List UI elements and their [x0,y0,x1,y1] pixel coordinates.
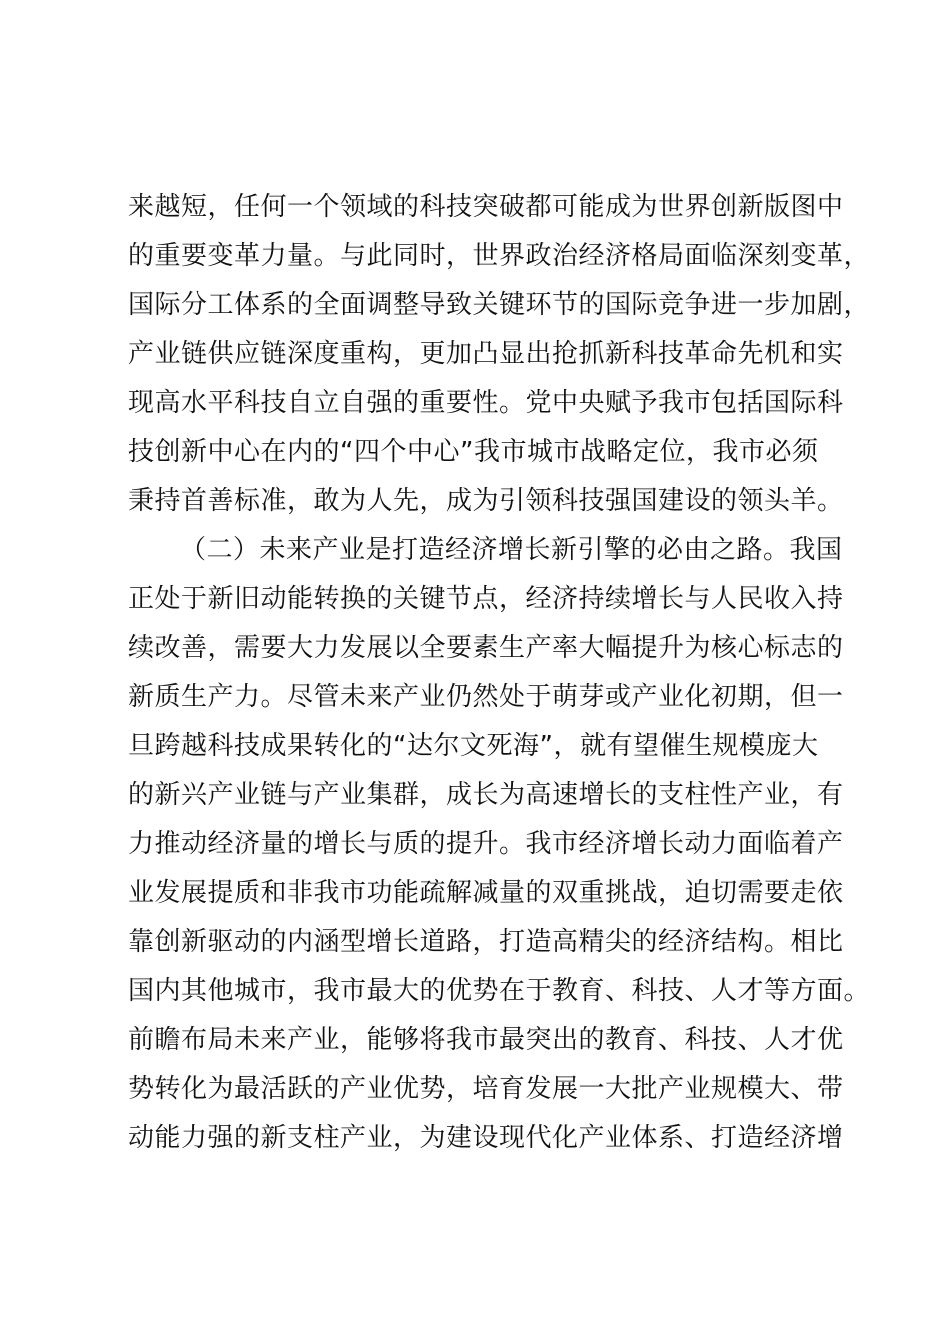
text-line: 产业链供应链深度重构，更加凸显出抢抓新科技革命先机和实 [128,339,844,369]
text-line: 新质生产力。尽管未来产业仍然处于萌芽或产业化初期，但一 [128,682,844,712]
text-line: 业发展提质和非我市功能疏解减量的双重挑战，迫切需要走依 [128,878,844,908]
text-line: 的重要变革力量。与此同时，世界政治经济格局面临深刻变革， [128,241,871,271]
text-line: 靠创新驱动的内涵型增长道路，打造高精尖的经济结构。相比 [128,927,844,957]
text-line: 正处于新旧动能转换的关键节点，经济持续增长与人民收入持 [128,584,844,614]
text-line: 的新兴产业链与产业集群，成长为高速增长的支柱性产业，有 [128,780,844,810]
text-line: 国内其他城市，我市最大的优势在于教育、科技、人才等方面。 [128,976,871,1006]
text-line: 前瞻布局未来产业，能够将我市最突出的教育、科技、人才优 [128,1025,844,1055]
text-line: 续改善，需要大力发展以全要素生产率大幅提升为核心标志的 [128,633,844,663]
text-line: 旦跨越科技成果转化的“达尔文死海”，就有望催生规模庞大 [128,731,819,761]
section-heading-line: （二）未来产业是打造经济增长新引擎的必由之路。我国 [180,535,843,565]
text-line: 秉持首善标准，敢为人先，成为引领科技强国建设的领头羊。 [128,486,844,516]
text-line: 动能力强的新支柱产业，为建设现代化产业体系、打造经济增 [128,1123,844,1153]
text-line: 势转化为最活跃的产业优势，培育发展一大批产业规模大、带 [128,1074,844,1104]
text-line: 国际分工体系的全面调整导致关键环节的国际竞争进一步加剧， [128,290,871,320]
text-line: 技创新中心在内的“四个中心”我市城市战略定位，我市必须 [128,437,819,467]
body-text [128,183,871,1163]
text-line: 力推动经济量的增长与质的提升。我市经济增长动力面临着产 [128,829,844,859]
text-line: 来越短，任何一个领域的科技突破都可能成为世界创新版图中 [128,192,844,222]
text-line: 现高水平科技自立自强的重要性。党中央赋予我市包括国际科 [128,388,844,418]
